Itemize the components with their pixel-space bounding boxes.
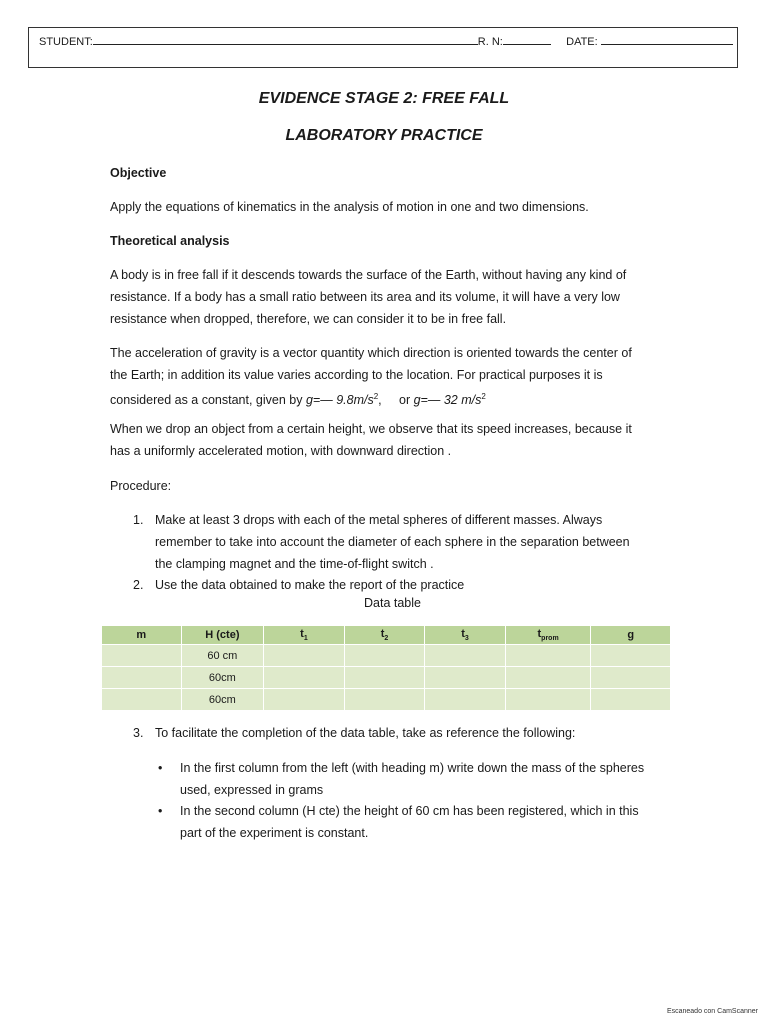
bullet-text: In the second column (H cte) the height of 60 cm has been registered, which in this part of the experiment is constant. <box>180 804 639 840</box>
list-number: 1. <box>133 513 144 527</box>
rn-blank <box>503 34 551 45</box>
table-cell[interactable] <box>425 645 506 667</box>
data-table <box>101 625 671 711</box>
table-row <box>102 689 671 711</box>
table-cell[interactable] <box>425 689 506 711</box>
table-cell: 60 cm <box>181 645 264 667</box>
gravity-unit-2: m/s <box>461 393 482 408</box>
gravity-value-1: g=— 9.8 <box>305 393 354 408</box>
table-cell[interactable] <box>102 667 182 689</box>
student-info-line <box>39 34 733 48</box>
scanner-watermark: Escaneado con CamScanner <box>666 1008 758 1015</box>
objective-text: Apply the equations of kinematics in the analysis of motion in one and two dimensions. <box>110 200 589 214</box>
theory-paragraph-2 <box>110 342 645 411</box>
list-number: 3. <box>133 726 144 740</box>
table-cell[interactable] <box>102 689 182 711</box>
page-subtitle: LABORATORY PRACTICE <box>285 127 483 144</box>
table-cell[interactable] <box>344 689 425 711</box>
table-row <box>102 667 671 689</box>
theory-p2-text: The acceleration of gravity is a vector quantity which direction is oriented towards the center of the Earth; in addition its value varies according to the location. For practical purposes it is considered as a constant, given by <box>110 346 632 408</box>
theory-paragraph-3: When we drop an object from a certain height, we observe that its speed increases, because it has a uniformly accelerated motion, with downward direction . <box>110 422 632 458</box>
header-m: m <box>102 626 182 645</box>
student-info-box <box>28 27 738 68</box>
bullet-dot-icon: • <box>158 804 163 818</box>
table-cell: 60cm <box>181 667 264 689</box>
table-cell[interactable] <box>505 645 591 667</box>
date-blank <box>601 34 733 45</box>
gravity-exp-1: 2 <box>373 392 379 401</box>
table-cell[interactable] <box>264 689 345 711</box>
header-tprom: $t_{prom}$ <box>505 626 591 645</box>
student-label: STUDENT: <box>39 36 93 48</box>
gravity-value-2: g=— 32 <box>413 393 462 408</box>
procedure-heading: Procedure: <box>110 479 172 493</box>
or-text: , or <box>378 393 414 408</box>
gravity-exp-2: 2 <box>481 392 486 401</box>
header-t3: $t_3$ <box>425 626 506 645</box>
table-cell[interactable] <box>425 667 506 689</box>
table-cell[interactable] <box>264 645 345 667</box>
header-t2: $t_2$ <box>344 626 425 645</box>
list-text: Make at least 3 drops with each of the metal spheres of different masses. Always remember to take into account the diameter of each sphere in the separation between the clamping magnet and the time-of-flight switch . <box>155 513 630 571</box>
list-text: Use the data obtained to make the report of the practice <box>155 578 465 592</box>
objective-heading: Objective <box>110 166 167 180</box>
gravity-unit-1: m/s <box>353 393 374 408</box>
table-cell[interactable] <box>505 667 591 689</box>
table-cell[interactable] <box>344 645 425 667</box>
table-cell[interactable] <box>591 645 671 667</box>
table-cell[interactable] <box>264 667 345 689</box>
table-cell[interactable] <box>102 645 182 667</box>
table-row <box>102 645 671 667</box>
date-label: DATE: <box>566 36 598 48</box>
student-name-blank <box>93 34 478 45</box>
table-cell[interactable] <box>591 689 671 711</box>
header-g: g <box>591 626 671 645</box>
header-t1: $t_1$ <box>264 626 345 645</box>
list-text: To facilitate the completion of the data table, take as reference the following: <box>155 726 576 740</box>
bullet-text: In the first column from the left (with heading m) write down the mass of the spheres used, expressed in grams <box>180 761 645 797</box>
table-caption: Data table <box>364 596 421 610</box>
table-cell: 60cm <box>181 689 264 711</box>
table-header-row <box>102 626 671 645</box>
page-title: EVIDENCE STAGE 2: FREE FALL <box>258 90 510 107</box>
theory-paragraph-1: A body is in free fall if it descends towards the surface of the Earth, without having any kind of resistance. If a body has a small ratio between its area and its volume, it will have a very low resistance when dropped, therefore, we can consider it to be in free fall. <box>110 268 627 326</box>
header-h-cte: H (cte) <box>181 626 264 645</box>
theory-heading: Theoretical analysis <box>110 234 230 248</box>
table-cell[interactable] <box>344 667 425 689</box>
list-number: 2. <box>133 578 144 592</box>
table-cell[interactable] <box>505 689 591 711</box>
bullet-dot-icon: • <box>158 761 163 775</box>
table-cell[interactable] <box>591 667 671 689</box>
rn-label: R. N: <box>477 36 503 48</box>
